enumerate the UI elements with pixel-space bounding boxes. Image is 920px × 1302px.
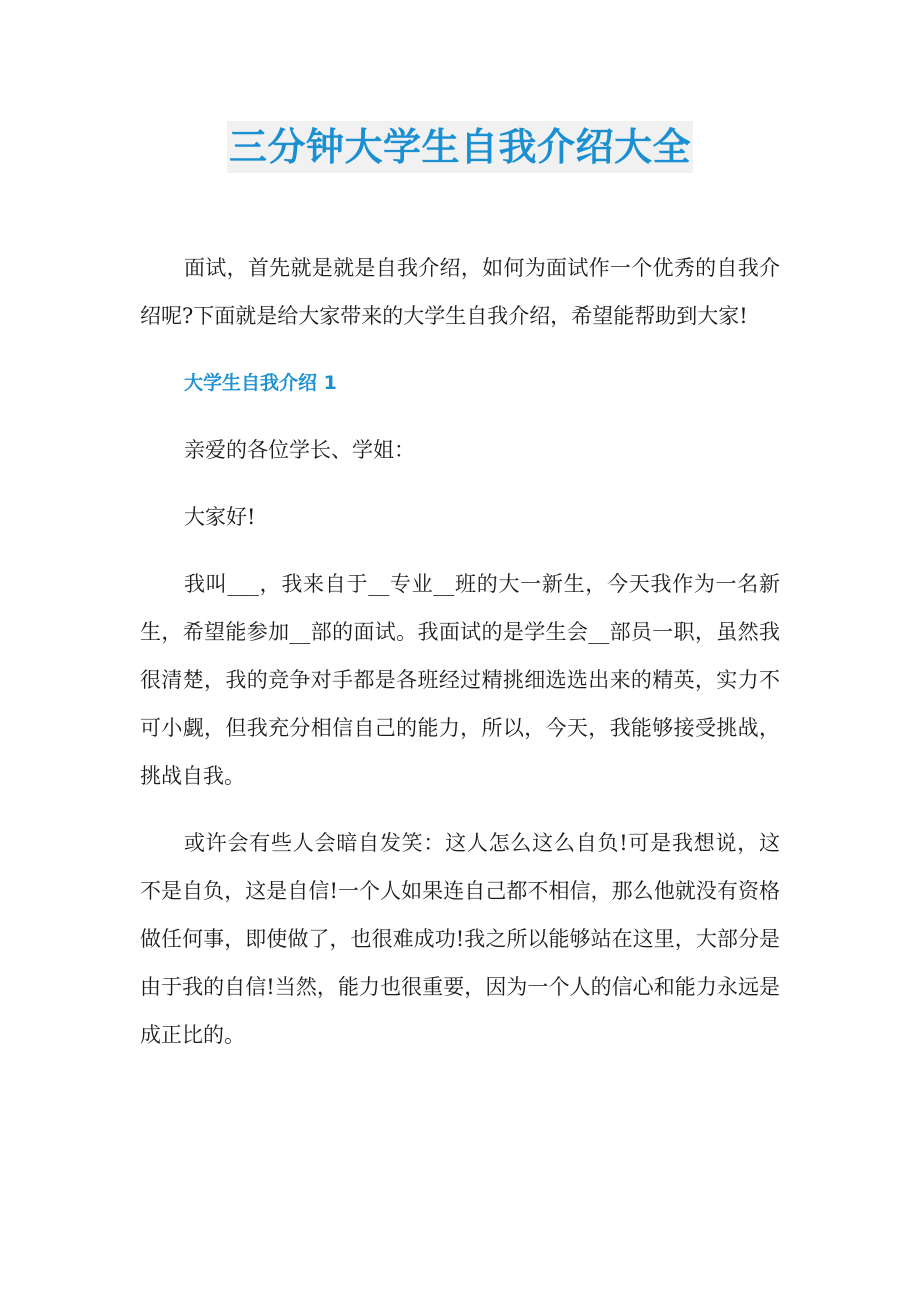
page-title: 三分钟大学生自我介绍大全 bbox=[227, 121, 693, 173]
greeting: 大家好! bbox=[184, 505, 256, 529]
title-container bbox=[0, 121, 920, 173]
body-paragraph-2: 或许会有些人会暗自发笑：这人怎么这么自负!可是我想说，这不是自负，这是自信!一个人如果连自己都不相信，那么他就没有资格做任何事，即使做了，也很难成功!我之所以能够站在这里，大部分是由于我的自信!当然，能力也很重要，因为一个人的信心和能力永远是成正比的。 bbox=[140, 831, 780, 1047]
document-body bbox=[140, 244, 780, 1078]
section-heading: 大学生自我介绍 1 bbox=[184, 372, 337, 394]
body-paragraph-1: 我叫___，我来自于__专业__班的大一新生，今天我作为一名新生，希望能参加__部的面试。我面试的是学生会__部员一职，虽然我很清楚，我的竞争对手都是各班经过精挑细选选出来的精英，实力不可小觑，但我充分相信自己的能力，所以，今天，我能够接受挑战，挑战自我。 bbox=[140, 572, 780, 788]
intro-paragraph: 面试，首先就是就是自我介绍，如何为面试作一个优秀的自我介绍呢?下面就是给大家带来的大学生自我介绍，希望能帮助到大家! bbox=[140, 256, 780, 328]
salutation: 亲爱的各位学长、学姐： bbox=[184, 438, 415, 462]
